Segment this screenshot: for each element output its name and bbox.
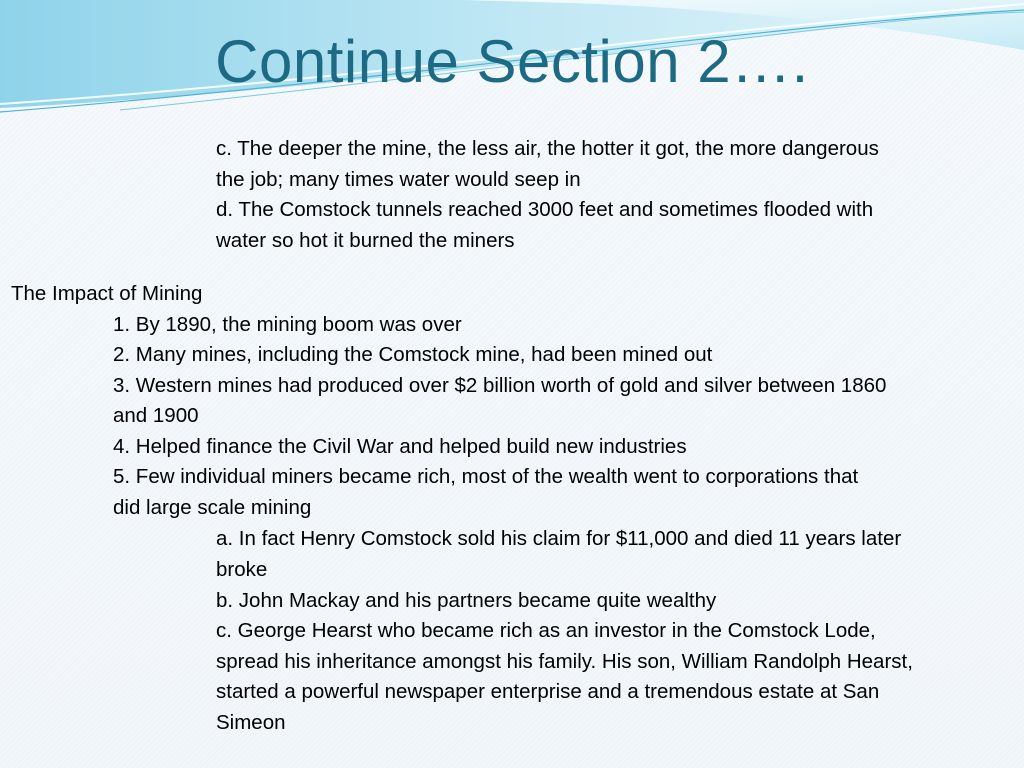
body-line: spread his inheritance amongst his family. His son, William Randolph Hearst,	[216, 650, 913, 673]
body-line: Simeon	[216, 711, 286, 734]
body-line: c. The deeper the mine, the less air, the hotter it got, the more dangerous	[216, 137, 879, 160]
body-line: a. In fact Henry Comstock sold his claim for $11,000 and died 11 years later	[216, 527, 902, 550]
body-line: b. John Mackay and his partners became quite wealthy	[216, 589, 717, 612]
body-line: did large scale mining	[113, 496, 312, 519]
slide-title: Continue Section 2….	[215, 28, 809, 95]
body-line: 3. Western mines had produced over $2 billion worth of gold and silver between 1860	[113, 374, 887, 397]
body-line: water so hot it burned the miners	[216, 229, 515, 252]
body-line: 4. Helped finance the Civil War and helped build new industries	[113, 435, 687, 458]
section-heading: The Impact of Mining	[11, 282, 203, 305]
body-line: started a powerful newspaper enterprise and a tremendous estate at San	[216, 680, 880, 703]
body-line: c. George Hearst who became rich as an investor in the Comstock Lode,	[216, 619, 876, 642]
body-line: the job; many times water would seep in	[216, 168, 581, 191]
body-line: d. The Comstock tunnels reached 3000 feet and sometimes flooded with	[216, 198, 874, 221]
body-line: 5. Few individual miners became rich, most of the wealth went to corporations that	[113, 465, 859, 488]
body-line: 2. Many mines, including the Comstock mine, had been mined out	[113, 343, 713, 366]
body-line: 1. By 1890, the mining boom was over	[113, 313, 462, 336]
body-line: broke	[216, 558, 268, 581]
body-line: and 1900	[113, 404, 199, 427]
